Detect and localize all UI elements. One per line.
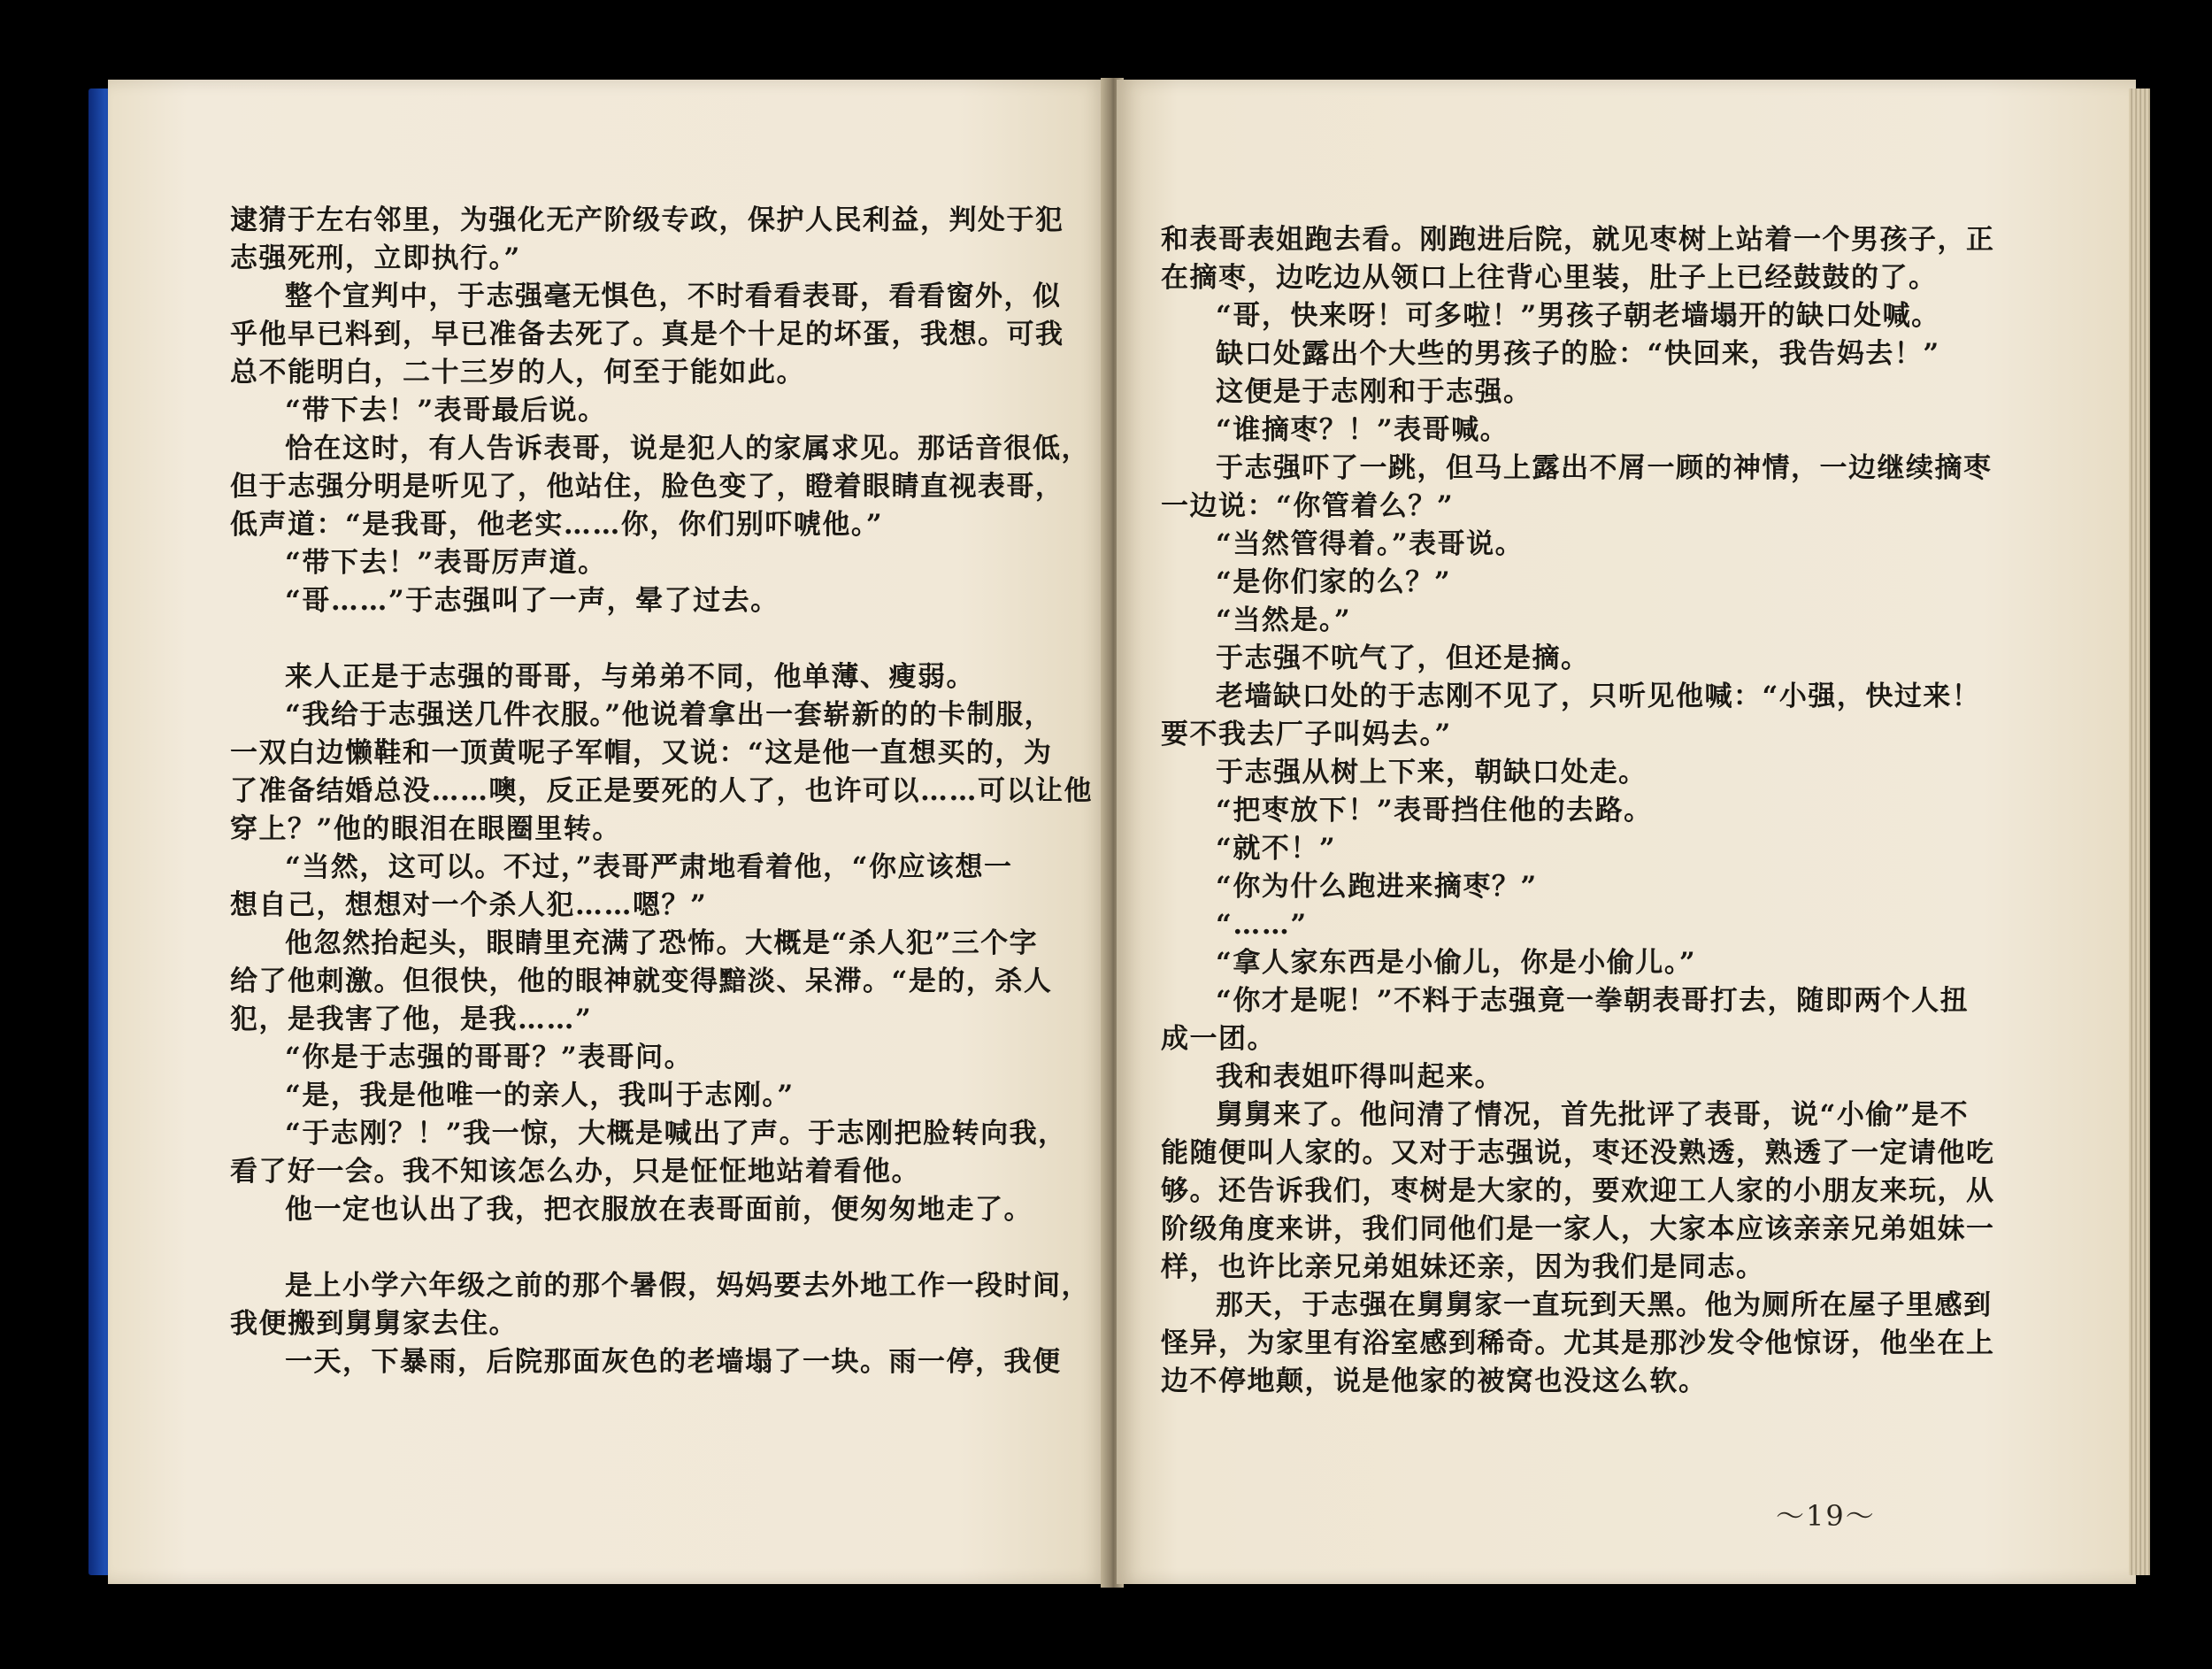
text-line: “是，我是他唯一的亲人，我叫于志刚。” (285, 1080, 795, 1111)
text-line: 我和表姐吓得叫起来。 (1216, 1061, 1503, 1093)
text-line: “……” (1216, 909, 1308, 941)
text-line: “带下去！”表哥最后说。 (285, 395, 607, 427)
text-line: “哥，快来呀！可多啦！”男孩子朝老墙塌开的缺口处喊。 (1216, 300, 1940, 332)
text-line: 志强死刑，立即执行。” (230, 242, 521, 274)
text-line: 这便是于志刚和于志强。 (1216, 376, 1532, 408)
text-line: “我给于志强送几件衣服。”他说着拿出一套崭新的的卡制服， (285, 699, 1054, 731)
text-line: 犯，是我害了他，是我……” (230, 1004, 593, 1035)
text-line: “你是于志强的哥哥？”表哥问。 (285, 1042, 694, 1073)
text-line: 缺口处露出个大些的男孩子的脸：“快回来，我告妈去！” (1216, 338, 1940, 370)
text-line: 要不我去厂子叫妈去。” (1161, 719, 1452, 750)
text-line: 他忽然抬起头，眼睛里充满了恐怖。大概是“杀人犯”三个字 (285, 927, 1039, 959)
text-line: 边不停地颠，说是他家的被窝也没这么软。 (1161, 1365, 1708, 1397)
text-line: 于志强吓了一跳，但马上露出不屑一顾的神情，一边继续摘枣 (1216, 452, 1993, 484)
text-line: 了准备结婚总没……噢，反正是要死的人了，也许可以……可以让他 (230, 775, 1093, 807)
text-line: 是上小学六年级之前的那个暑假，妈妈要去外地工作一段时间， (285, 1270, 1090, 1302)
text-line: 总不能明白，二十三岁的人，何至于能如此。 (230, 357, 805, 388)
text-line: 那天，于志强在舅舅家一直玩到天黑。他为厕所在屋子里感到 (1216, 1289, 1993, 1321)
text-line: “你为什么跑进来摘枣？” (1216, 871, 1538, 903)
text-line: 老墙缺口处的于志刚不见了，只听见他喊：“小强，快过来！ (1216, 681, 1981, 712)
text-line: “拿人家东西是小偷儿，你是小偷儿。” (1216, 947, 1697, 979)
text-line (230, 620, 1044, 658)
page-number: ～19～ (1776, 1499, 1876, 1533)
text-line: “当然，这可以。不过，”表哥严肃地看着他，“你应该想一 (285, 851, 1013, 883)
text-line: 成一团。 (1161, 1023, 1276, 1055)
text-line: 于志强不吭气了，但还是摘。 (1216, 642, 1590, 674)
text-line: 我便搬到舅舅家去住。 (230, 1308, 518, 1340)
text-line: 穿上？”他的眼泪在眼圈里转。 (230, 813, 621, 845)
text-line: 乎他早已料到，早已准备去死了。真是个十足的坏蛋，我想。可我 (230, 319, 1064, 350)
text-line: 一天，下暴雨，后院那面灰色的老墙塌了一块。雨一停，我便 (285, 1346, 1062, 1378)
text-line (230, 1229, 1044, 1267)
text-line: “你才是呢！”不料于志强竟一拳朝表哥打去，随即两个人扭 (1216, 985, 1970, 1017)
text-line: 来人正是于志强的哥哥，与弟弟不同，他单薄、瘦弱。 (285, 661, 975, 693)
text-line: 阶级角度来讲，我们同他们是一家人，大家本应该亲亲兄弟姐妹一 (1161, 1213, 1995, 1245)
text-line: “当然是。” (1216, 604, 1352, 636)
text-line: “当然管得着。”表哥说。 (1216, 528, 1525, 560)
text-line: “是你们家的么？” (1216, 566, 1452, 598)
text-line: “于志刚？！”我一惊，大概是喊出了声。于志刚把脸转向我， (285, 1118, 1067, 1150)
text-line: “带下去！”表哥厉声道。 (285, 547, 607, 579)
page-edges (2129, 88, 2150, 1575)
text-line: 逮猜于左右邻里，为强化无产阶级专政，保护人民利益，判处于犯 (230, 204, 1064, 236)
text-line: 一双白边懒鞋和一顶黄呢子军帽，又说：“这是他一直想买的，为 (230, 737, 1053, 769)
left-page (108, 80, 1108, 1584)
right-page-text (1161, 221, 2046, 1401)
text-line: “把枣放下！”表哥挡住他的去路。 (1216, 795, 1653, 827)
text-line: 看了好一会。我不知该怎么办，只是怔怔地站着看他。 (230, 1156, 920, 1188)
text-line: 他一定也认出了我，把衣服放在表哥面前，便匆匆地走了。 (285, 1194, 1033, 1226)
text-line: 低声道：“是我哥，他老实……你，你们别吓唬他。” (230, 509, 884, 541)
text-line: 和表哥表姐跑去看。刚跑进后院，就见枣树上站着一个男孩子，正 (1161, 224, 1995, 256)
left-page-text (230, 202, 1093, 1381)
text-line: 够。还告诉我们，枣树是大家的，要欢迎工人家的小朋友来玩，从 (1161, 1175, 1995, 1207)
text-line: 舅舅来了。他问清了情况，首先批评了表哥，说“小偷”是不 (1216, 1099, 1970, 1131)
text-line: 能随便叫人家的。又对于志强说，枣还没熟透，熟透了一定请他吃 (1161, 1137, 1995, 1169)
text-line: 在摘枣，边吃边从领口上往背心里装，肚子上已经鼓鼓的了。 (1161, 262, 1938, 294)
text-line: 但于志强分明是听见了，他站住，脸色变了，瞪着眼睛直视表哥， (230, 471, 1064, 503)
text-line: “谁摘枣？！”表哥喊。 (1216, 414, 1509, 446)
text-line: “就不！” (1216, 833, 1337, 865)
text-line: 想自己，想想对一个杀人犯……嗯？” (230, 889, 708, 921)
text-line: “哥……”于志强叫了一声，晕了过去。 (285, 585, 780, 617)
text-line: 给了他刺激。但很快，他的眼神就变得黯淡、呆滞。“是的，杀人 (230, 965, 1053, 997)
text-line: 样，也许比亲兄弟姐妹还亲，因为我们是同志。 (1161, 1251, 1765, 1283)
text-line: 一边说：“你管着么？” (1161, 490, 1455, 522)
right-page (1117, 80, 2136, 1584)
text-line: 怪异，为家里有浴室感到稀奇。尤其是那沙发令他惊讶，他坐在上 (1161, 1327, 1995, 1359)
text-line: 整个宣判中，于志强毫无惧色，不时看看表哥，看看窗外，似 (285, 281, 1062, 312)
text-line: 恰在这时，有人告诉表哥，说是犯人的家属求见。那话音很低， (285, 433, 1090, 465)
text-line: 于志强从树上下来，朝缺口处走。 (1216, 757, 1647, 788)
